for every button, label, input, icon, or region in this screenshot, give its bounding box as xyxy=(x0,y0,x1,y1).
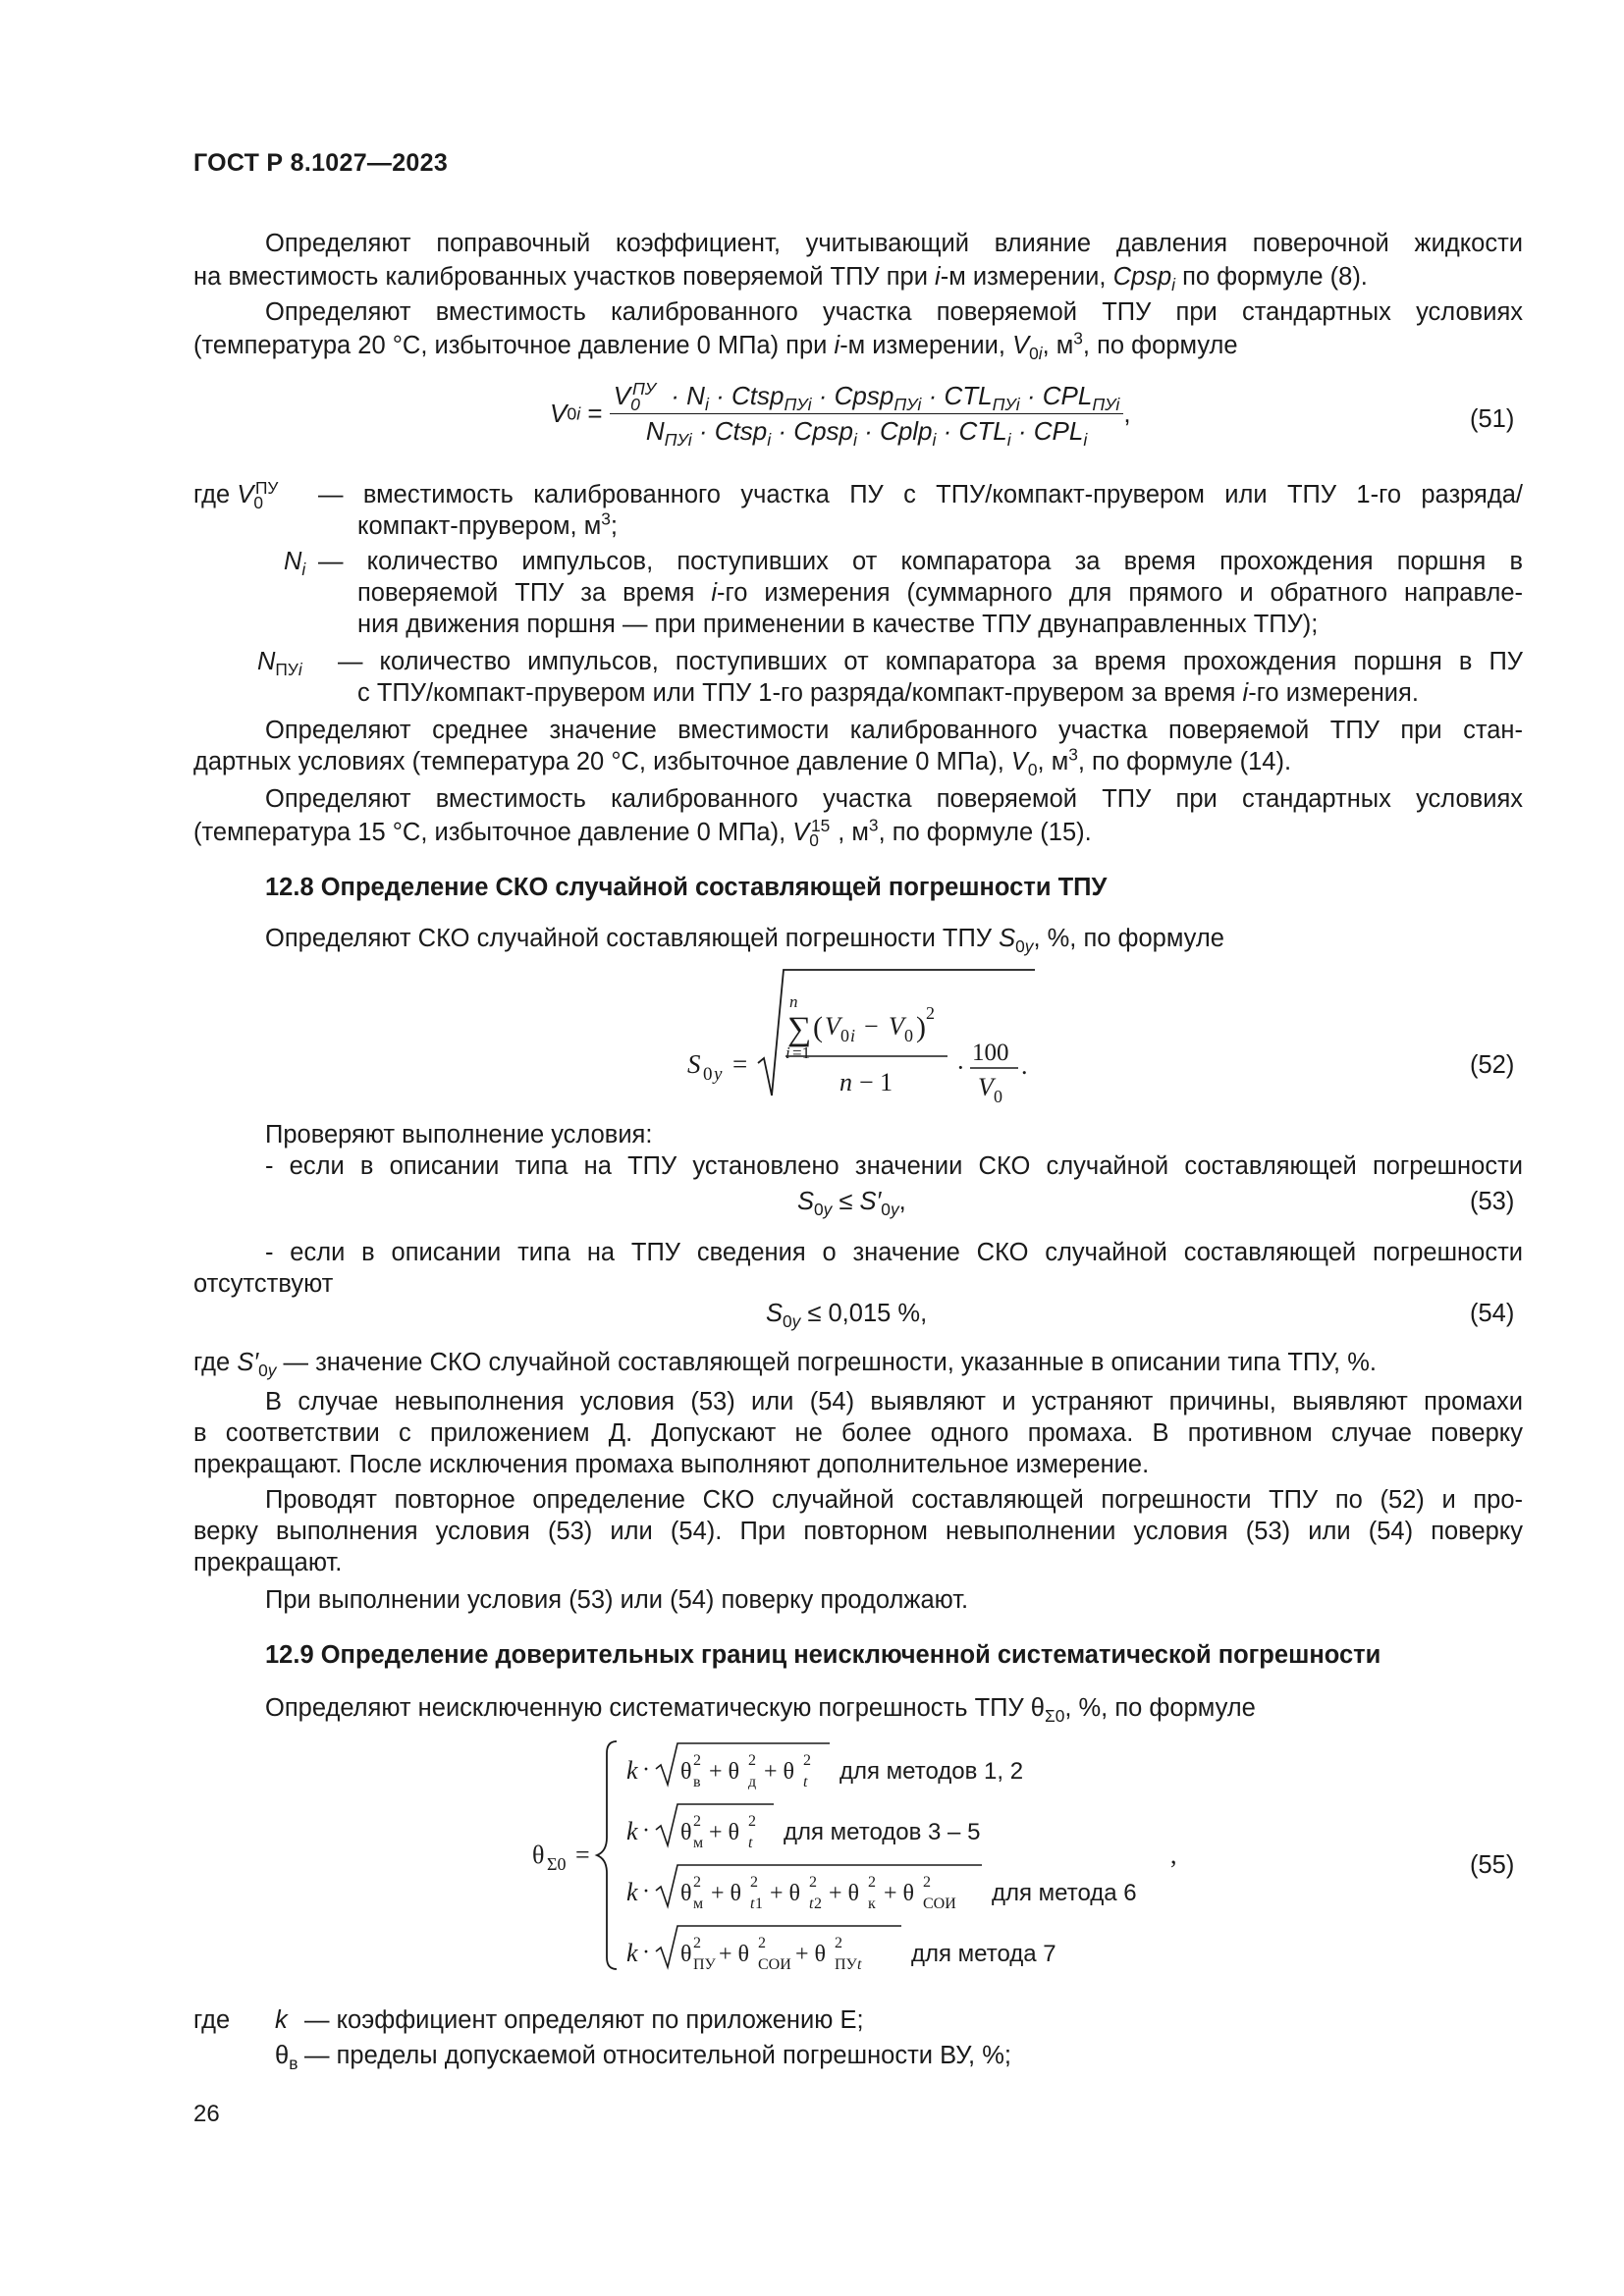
equation-52-number: (52) xyxy=(1470,1051,1515,1079)
svg-text:д: д xyxy=(748,1774,757,1790)
svg-text:2: 2 xyxy=(748,1813,756,1830)
para7: При выполнении условия (53) или (54) поверку продолжают. xyxy=(265,1586,969,1614)
para6-line2: верку выполнения условия (53) или (54). При повторном невыполнении условия (53) или (54) поверку xyxy=(193,1518,1523,1545)
equation-51-number: (51) xyxy=(1470,405,1515,433)
svg-text:·: · xyxy=(956,1053,965,1082)
svg-text:для методов 1, 2: для методов 1, 2 xyxy=(839,1758,1024,1785)
svg-text:+ θ: + θ xyxy=(719,1942,750,1967)
where51-item3-line2: с ТПУ/компакт-прувером или ТПУ 1-го разряда/компакт-прувером за время i-го измерения. xyxy=(357,679,1419,707)
svg-text:i: i xyxy=(850,1026,856,1045)
svg-text:2: 2 xyxy=(750,1874,758,1891)
document-header: ГОСТ Р 8.1027—2023 xyxy=(193,149,449,177)
svg-text:2: 2 xyxy=(868,1874,876,1891)
svg-text:∑: ∑ xyxy=(787,1011,812,1047)
where51-item2-symbol: $N_i$ xyxy=(284,548,306,580)
para5-line1: В случае невыполнения условия (53) или (54) выявляют и устраняют причины, выявляют промахи xyxy=(265,1388,1523,1415)
svg-text:2: 2 xyxy=(803,1752,811,1769)
svg-text:−: − xyxy=(864,1012,879,1041)
where55-prefix: где xyxy=(193,2006,231,2034)
svg-text:2: 2 xyxy=(693,1935,701,1951)
svg-text:для метода 7: для метода 7 xyxy=(911,1941,1056,1967)
para3-line2: дартных условиях (температура 20 °С, избыточное давление 0 МПа), $V_0$, $м^3$, по формуле (14). xyxy=(193,744,1292,780)
checks-case1: - если в описании типа на ТПУ установлено значении СКО случайной составляющей погрешности xyxy=(265,1152,1523,1180)
para5-line2: в соответствии с приложением Д. Допускают не более одного промаха. В противном случае поверку xyxy=(193,1419,1523,1447)
svg-text:+ θ: + θ xyxy=(829,1881,860,1906)
equation-54: $S_{0y} \le 0,015$ %, xyxy=(766,1300,928,1332)
svg-text:·: · xyxy=(642,1879,650,1904)
section-12-9-title: 12.9 Определение доверительных границ неисключенной систематической погрешности xyxy=(265,1641,1381,1669)
svg-text:k: k xyxy=(626,1817,638,1845)
para2-line1: Определяют вместимость калиброванного участка поверяемой ТПУ при стандартных условиях xyxy=(265,298,1523,326)
where55-item2-text: — пределы допускаемой относительной погрешности ВУ, %; xyxy=(304,2042,1011,2069)
svg-text:·: · xyxy=(642,1940,650,1965)
svg-text:θ: θ xyxy=(680,1820,692,1845)
svg-text:t: t xyxy=(857,1956,862,1973)
svg-text:t: t xyxy=(748,1835,753,1851)
svg-text:+ θ: + θ xyxy=(770,1881,801,1906)
svg-text:.: . xyxy=(1021,1051,1028,1080)
equation-54-number: (54) xyxy=(1470,1300,1515,1327)
svg-text:2: 2 xyxy=(923,1874,931,1891)
svg-text:n: n xyxy=(789,992,798,1011)
svg-text:t: t xyxy=(750,1896,755,1912)
where51-item2-line2: поверяемой ТПУ за время i-го измерения (суммарного для прямого и обратного направле- xyxy=(357,579,1524,607)
svg-text:2: 2 xyxy=(693,1874,701,1891)
svg-text:в: в xyxy=(693,1774,701,1790)
para1-line1: Определяют поправочный коэффициент, учитывающий влияние давления поверочной жидкости xyxy=(265,230,1523,257)
svg-text:1: 1 xyxy=(755,1896,763,1912)
para6-line3: прекращают. xyxy=(193,1549,343,1576)
svg-text:+ θ: + θ xyxy=(764,1759,795,1785)
svg-text:θ: θ xyxy=(680,1881,692,1906)
svg-text:СОИ: СОИ xyxy=(923,1896,956,1912)
svg-text:2: 2 xyxy=(926,1003,935,1023)
where51-item2-line1: — количество импульсов, поступивших от компаратора за время прохождения поршня в xyxy=(318,548,1523,575)
svg-text:100: 100 xyxy=(972,1040,1009,1066)
svg-text:θ: θ xyxy=(680,1759,692,1785)
svg-text:=: = xyxy=(575,1841,590,1869)
equation-55 xyxy=(520,1728,1208,1983)
svg-text:k: k xyxy=(626,1939,638,1967)
svg-text:2: 2 xyxy=(814,1896,822,1912)
svg-text:м: м xyxy=(693,1896,704,1912)
svg-text:+ θ: + θ xyxy=(884,1881,915,1906)
section-12-8-intro: Определяют СКО случайной составляющей погрешности ТПУ $S_{0y}$, %, по формуле xyxy=(265,925,1224,957)
svg-text:для методов 3 – 5: для методов 3 – 5 xyxy=(784,1819,981,1845)
where51-item1-line1: — вместимость калиброванного участка ПУ с ТПУ/компакт-прувером или ТПУ 1-го разряда/ xyxy=(318,481,1523,508)
svg-text:k: k xyxy=(626,1878,638,1906)
svg-text:t: t xyxy=(809,1896,814,1912)
svg-text:): ) xyxy=(916,1011,926,1043)
where55-item1-text: — коэффициент определяют по приложению Е; xyxy=(304,2006,864,2034)
section-12-8-title: 12.8 Определение СКО случайной составляющей погрешности ТПУ xyxy=(265,874,1108,901)
svg-text:0: 0 xyxy=(840,1026,849,1045)
svg-text:0: 0 xyxy=(703,1064,713,1085)
para4-line2: (температура 15 °С, избыточное давление 0 МПа), $V_0^{15}$ , $м^3$, по формуле (15). xyxy=(193,815,1092,851)
where55-item2-symbol: $\theta_в$ xyxy=(275,2042,298,2074)
svg-text:м: м xyxy=(693,1835,704,1851)
svg-text:ПУ: ПУ xyxy=(693,1956,716,1973)
svg-text:+ θ: + θ xyxy=(711,1881,742,1906)
svg-text:+ θ: + θ xyxy=(709,1759,740,1785)
svg-text:2: 2 xyxy=(693,1813,701,1830)
checks-case2-line1: - если в описании типа на ТПУ сведения о значение СКО случайной составляющей погрешности xyxy=(265,1239,1523,1266)
svg-text:t: t xyxy=(803,1774,808,1790)
svg-text:y: y xyxy=(714,1064,723,1085)
checks-intro: Проверяют выполнение условия: xyxy=(265,1121,653,1148)
where55-item1-symbol: k xyxy=(275,2006,288,2034)
svg-text:k: k xyxy=(626,1756,638,1785)
checks-case2-line2: отсутствуют xyxy=(193,1270,334,1298)
where51-item3-line1: — количество импульсов, поступивших от компаратора за время прохождения поршня в ПУ xyxy=(338,648,1523,675)
equation-53-number: (53) xyxy=(1470,1188,1515,1215)
equation-55-number: (55) xyxy=(1470,1851,1515,1879)
svg-text:=1: =1 xyxy=(792,1043,811,1062)
para1-line2: на вместимость калиброванных участков поверяемой ТПУ при i-м измерении, Cpsp$_i$ по формуле (8). xyxy=(193,263,1368,295)
svg-text:n: n xyxy=(839,1068,852,1096)
para4-line1: Определяют вместимость калиброванного участка поверяемой ТПУ при стандартных условиях xyxy=(265,785,1523,813)
svg-text:+ θ: + θ xyxy=(795,1942,827,1967)
equation-53: $S_{0y} \le S'_{0y}$, xyxy=(797,1188,906,1220)
svg-text:V: V xyxy=(889,1012,904,1041)
where51-item1-symbol: где $V_0^{ПУ}$ xyxy=(193,477,279,513)
svg-text:+ θ: + θ xyxy=(709,1820,740,1845)
svg-text:2: 2 xyxy=(748,1752,756,1769)
svg-text:СОИ: СОИ xyxy=(758,1956,791,1973)
svg-text:V: V xyxy=(978,1073,994,1101)
svg-text:·: · xyxy=(642,1757,650,1783)
checks-where: где $S'_{0y}$ — значение СКО случайной составляющей погрешности, указанные в описании типа ТПУ, %. xyxy=(193,1349,1377,1381)
svg-text:·: · xyxy=(642,1818,650,1843)
svg-text:=: = xyxy=(732,1049,748,1079)
para6-line1: Проводят повторное определение СКО случайной составляющей погрешности ТПУ по (52) и про- xyxy=(265,1486,1523,1514)
where51-item1-line2: компакт-прувером, $м^3$; xyxy=(357,508,618,540)
svg-text:− 1: − 1 xyxy=(859,1068,893,1096)
svg-text:V: V xyxy=(825,1012,840,1041)
page-number: 26 xyxy=(193,2101,220,2127)
svg-text:ПУ: ПУ xyxy=(835,1956,857,1973)
svg-text:0: 0 xyxy=(904,1026,913,1045)
equation-51: V0i = $\frac{V_0^{ПУ} \cdot N_i \cdot Ctsp_{ПУi} \cdot Cpsp_{ПУi} \cdot CTL_{ПУi} \cdot CPL_{ПУi}}{N_{ПУi} \cdot Ctsp_i \cdot Cpsp_i \cdot Cplp_i \cdot CTL_i \cdot CPL_i}$ , xyxy=(550,379,1131,451)
para3-line1: Определяют среднее значение вместимости калиброванного участка поверяемой ТПУ при стан- xyxy=(265,717,1523,744)
svg-text:i: i xyxy=(785,1043,790,1062)
para5-line3: прекращают. После исключения промаха выполняют дополнительное измерение. xyxy=(193,1451,1150,1478)
equation-52 xyxy=(677,960,1051,1107)
svg-text:,: , xyxy=(1170,1841,1177,1869)
where51-item3-symbol: $N_{ПУi}$ xyxy=(257,648,302,680)
para2-line2: (температура 20 °С, избыточное давление 0 МПа) при i-м измерении, $V_{0i}$, $м^3$, по формуле xyxy=(193,328,1238,364)
svg-text:для метода 6: для метода 6 xyxy=(992,1880,1137,1906)
svg-text:0: 0 xyxy=(994,1087,1002,1106)
svg-text:2: 2 xyxy=(835,1935,842,1951)
svg-text:Σ0: Σ0 xyxy=(547,1854,567,1874)
svg-text:S: S xyxy=(687,1049,701,1079)
svg-text:(: ( xyxy=(813,1011,823,1043)
section-12-9-intro: Определяют неисключенную систематическую погрешность ТПУ $\theta_{\Sigma 0}$, %, по формуле xyxy=(265,1694,1256,1727)
svg-text:θ: θ xyxy=(680,1942,692,1967)
where51-item2-line3: ния движения поршня — при применении в качестве ТПУ двунаправленных ТПУ); xyxy=(357,611,1319,638)
svg-text:2: 2 xyxy=(809,1874,817,1891)
svg-text:θ: θ xyxy=(532,1841,545,1869)
svg-text:к: к xyxy=(868,1896,876,1912)
svg-text:2: 2 xyxy=(693,1752,701,1769)
svg-text:2: 2 xyxy=(758,1935,766,1951)
